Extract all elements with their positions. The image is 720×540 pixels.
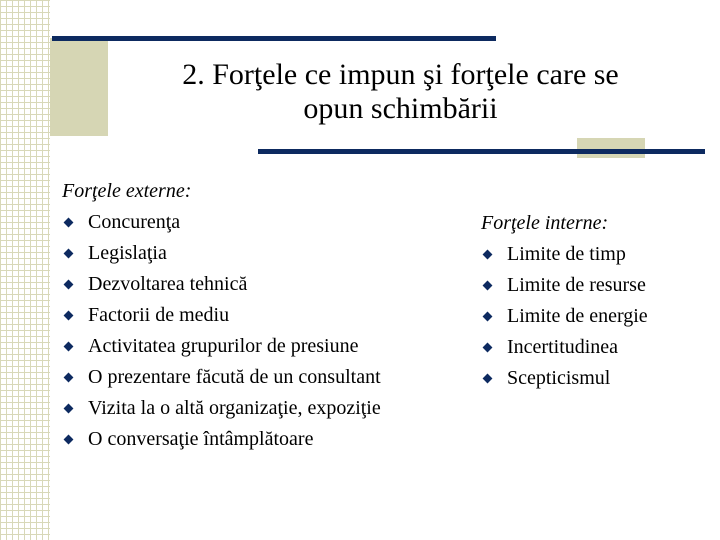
- list-item-text: Limite de timp: [507, 243, 626, 265]
- title-accent-bar-top: [52, 36, 496, 41]
- list-item: [62, 333, 381, 359]
- diamond-bullet-icon: [64, 217, 74, 227]
- list-item-text: Activitatea grupurilor de presiune: [88, 335, 359, 357]
- diamond-bullet-icon: [64, 341, 74, 351]
- diamond-bullet-icon: [64, 434, 74, 444]
- list-item-text: Vizita la o altă organizaţie, expoziţie: [88, 397, 381, 419]
- external-forces-heading: Forţele externe:: [62, 180, 192, 202]
- list-item-text: Incertitudinea: [507, 336, 619, 358]
- diamond-bullet-icon: [64, 279, 74, 289]
- diamond-bullet-icon: [483, 373, 493, 383]
- external-forces-list: [62, 209, 381, 452]
- list-item-text: O prezentare făcută de un consultant: [88, 366, 381, 388]
- diamond-bullet-icon: [64, 310, 74, 320]
- list-item: [62, 240, 381, 266]
- diamond-bullet-icon: [483, 280, 493, 290]
- list-item: [62, 209, 381, 235]
- external-forces-section: [62, 178, 381, 457]
- diamond-bullet-icon: [64, 248, 74, 258]
- decorative-olive-block: [50, 38, 108, 136]
- decorative-olive-block: [577, 138, 645, 158]
- list-item: [62, 426, 381, 452]
- list-item-text: Factorii de mediu: [88, 304, 230, 326]
- slide-title-line-2: opun schimbării: [303, 92, 498, 125]
- list-item-text: Legislaţia: [88, 242, 167, 264]
- internal-forces-list: [481, 241, 648, 391]
- slide-title-line-1: 2. Forţele ce impun şi forţele care se: [182, 58, 619, 91]
- list-item: [62, 271, 381, 297]
- list-item: [62, 302, 381, 328]
- diamond-bullet-icon: [483, 311, 493, 321]
- list-item-text: Concurenţa: [88, 211, 181, 233]
- list-item: [62, 395, 381, 421]
- diamond-bullet-icon: [64, 403, 74, 413]
- internal-forces-heading: Forţele interne:: [481, 212, 609, 234]
- diamond-bullet-icon: [64, 372, 74, 382]
- list-item: [481, 303, 648, 329]
- title-accent-bar-bottom: [258, 149, 705, 154]
- diamond-bullet-icon: [483, 249, 493, 259]
- list-item-text: O conversaţie întâmplătoare: [88, 428, 314, 450]
- list-item: [481, 334, 648, 360]
- list-item-text: Dezvoltarea tehnică: [88, 273, 248, 295]
- list-item: [62, 364, 381, 390]
- slide-title: [108, 58, 693, 126]
- decorative-grid-strip: [0, 0, 50, 540]
- list-item: [481, 365, 648, 391]
- internal-forces-section: [481, 210, 648, 396]
- diamond-bullet-icon: [483, 342, 493, 352]
- list-item-text: Scepticismul: [507, 367, 611, 389]
- list-item-text: Limite de resurse: [507, 274, 646, 296]
- list-item: [481, 241, 648, 267]
- list-item: [481, 272, 648, 298]
- list-item-text: Limite de energie: [507, 305, 648, 327]
